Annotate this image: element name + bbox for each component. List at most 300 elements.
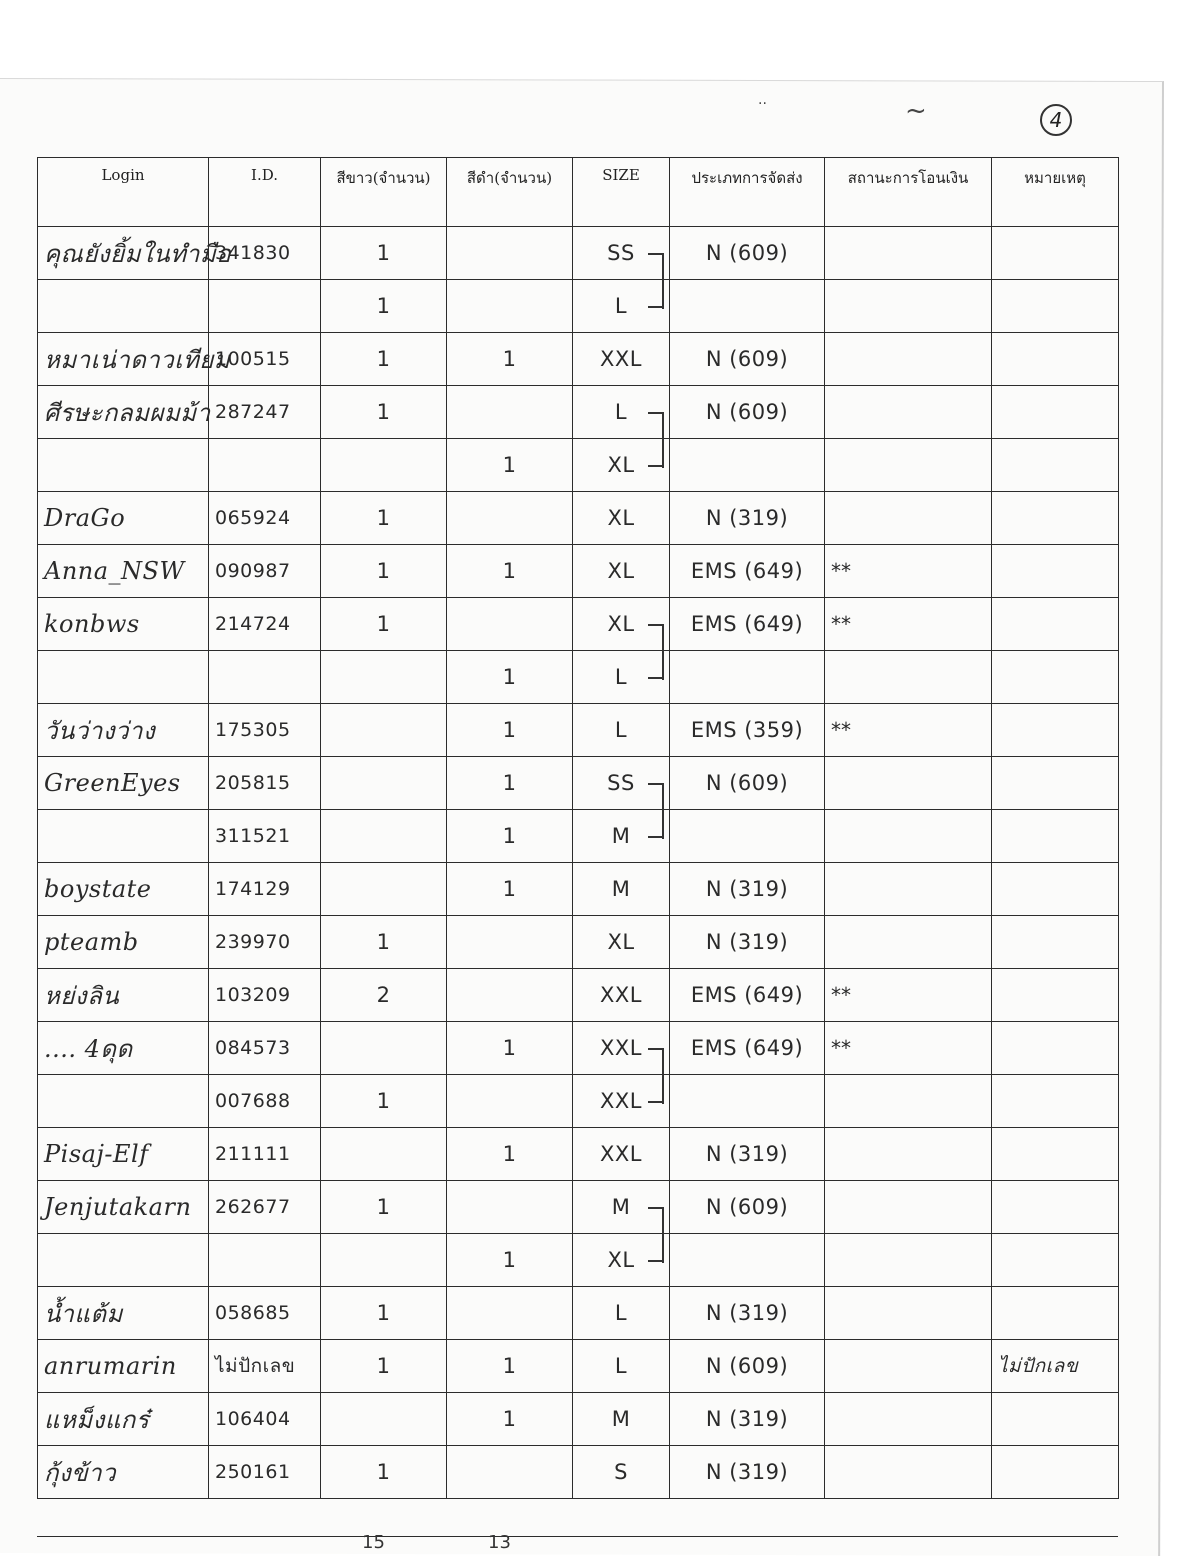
black-qty-cell-text: 1: [502, 718, 517, 742]
white-qty-cell: [321, 969, 447, 1022]
id-cell: [209, 704, 321, 757]
black-qty-cell-text: 1: [502, 877, 517, 901]
size-cell-text: XL: [607, 612, 635, 636]
table-row: [38, 1128, 1119, 1181]
shipping-cell: [670, 1393, 825, 1446]
header-login: Login: [38, 158, 209, 227]
size-cell-text: XXL: [600, 347, 642, 371]
header-note: หมายเหตุ: [992, 158, 1119, 227]
size-cell-text: XXL: [600, 1089, 642, 1113]
shipping-cell: [670, 439, 825, 492]
shipping-cell-text: N (609): [705, 400, 789, 424]
note-cell: [992, 916, 1119, 969]
white-qty-cell-text: 2: [376, 983, 391, 1007]
size-cell-text: XXL: [600, 1142, 642, 1166]
table-row: [38, 1340, 1119, 1393]
size-cell: [573, 916, 670, 969]
size-cell: [573, 1287, 670, 1340]
shipping-cell: [670, 227, 825, 280]
id-cell: [209, 1287, 321, 1340]
shipping-cell: [670, 1234, 825, 1287]
login-cell: [38, 969, 209, 1022]
note-cell: [992, 492, 1119, 545]
white-qty-cell-text: 1: [376, 241, 391, 265]
id-cell-text: 205815: [215, 772, 291, 794]
shipping-cell: [670, 704, 825, 757]
totals-row: [0, 1532, 1200, 1553]
table-row: [38, 1234, 1119, 1287]
note-cell: [992, 333, 1119, 386]
size-cell-text: L: [614, 665, 628, 689]
shipping-cell-text: N (319): [705, 1301, 789, 1325]
size-cell-text: L: [614, 1301, 628, 1325]
stray-mark-dots: ..: [758, 92, 767, 108]
payment-cell: [825, 227, 992, 280]
id-cell-text: 065924: [215, 507, 291, 529]
size-cell-text: XXL: [600, 1036, 642, 1060]
payment-cell: [825, 333, 992, 386]
black-qty-cell-text: 1: [502, 1248, 517, 1272]
payment-cell: [825, 651, 992, 704]
size-cell-text: M: [611, 877, 631, 901]
black-qty-cell: [447, 1022, 573, 1075]
payment-cell: [825, 598, 992, 651]
note-cell: [992, 757, 1119, 810]
login-cell-text: Jenjutakarn: [44, 1193, 192, 1221]
payment-cell: [825, 863, 992, 916]
shipping-cell-text: N (609): [705, 1195, 789, 1219]
note-cell: [992, 863, 1119, 916]
size-cell-text: XL: [607, 559, 635, 583]
id-cell-text: 090987: [215, 560, 291, 582]
header-black-qty: สีดำ(จำนวน): [447, 158, 573, 227]
white-qty-cell-text: 1: [376, 347, 391, 371]
id-cell-text: 175305: [215, 719, 291, 741]
header-size: SIZE: [573, 158, 670, 227]
black-qty-cell-text: 1: [502, 1142, 517, 1166]
table-row: [38, 598, 1119, 651]
black-qty-cell-text: 1: [502, 1354, 517, 1378]
table-row: [38, 651, 1119, 704]
login-cell-text: Anna_NSW: [44, 557, 185, 585]
header-payment: สถานะการโอนเงิน: [825, 158, 992, 227]
table-row: [38, 969, 1119, 1022]
login-cell: [38, 386, 209, 439]
table-row: [38, 1287, 1119, 1340]
login-cell: [38, 439, 209, 492]
note-cell: [992, 1234, 1119, 1287]
login-cell: [38, 863, 209, 916]
shipping-cell: [670, 916, 825, 969]
id-cell-text: ไม่ปักเลข: [215, 1355, 296, 1377]
payment-cell: [825, 1393, 992, 1446]
table-row: [38, 1022, 1119, 1075]
login-cell: [38, 1128, 209, 1181]
shipping-cell-text: N (319): [705, 1407, 789, 1431]
white-qty-cell: [321, 810, 447, 863]
payment-cell-text: **: [831, 718, 851, 742]
note-cell: [992, 1128, 1119, 1181]
black-qty-cell-text: 1: [502, 453, 517, 477]
note-cell: [992, 1446, 1119, 1499]
white-qty-cell-text: 1: [376, 1460, 391, 1484]
size-cell-text: L: [614, 294, 628, 318]
white-qty-cell: [321, 598, 447, 651]
shipping-cell: [670, 598, 825, 651]
payment-cell-text: **: [831, 559, 851, 583]
shipping-cell-text: EMS (649): [690, 983, 804, 1007]
table-row: [38, 439, 1119, 492]
shipping-cell-text: N (609): [705, 1354, 789, 1378]
payment-cell-text: **: [831, 612, 851, 636]
login-cell: [38, 1393, 209, 1446]
login-cell-text: DraGo: [44, 504, 126, 532]
login-cell-text: น้ำแต้ม: [44, 1299, 123, 1328]
size-cell-text: L: [614, 718, 628, 742]
black-qty-cell-text: 1: [502, 771, 517, 795]
white-qty-cell-text: 1: [376, 506, 391, 530]
table-row: [38, 386, 1119, 439]
login-cell: [38, 1446, 209, 1499]
note-cell: [992, 1075, 1119, 1128]
id-cell-text: 174129: [215, 878, 291, 900]
size-cell-text: XXL: [600, 983, 642, 1007]
white-qty-cell-text: 1: [376, 1301, 391, 1325]
black-qty-cell-text: 1: [502, 824, 517, 848]
shipping-cell: [670, 333, 825, 386]
size-cell: [573, 1393, 670, 1446]
black-qty-cell: [447, 333, 573, 386]
black-qty-cell: [447, 1075, 573, 1128]
size-cell-text: L: [614, 1354, 628, 1378]
black-qty-cell: [447, 651, 573, 704]
size-cell: [573, 1128, 670, 1181]
header-white-qty: สีขาว(จำนวน): [321, 158, 447, 227]
shipping-cell-text: N (609): [705, 241, 789, 265]
payment-cell: [825, 1287, 992, 1340]
id-cell: [209, 492, 321, 545]
white-qty-cell-text: 1: [376, 400, 391, 424]
id-cell-text: 287247: [215, 401, 291, 423]
login-cell: [38, 598, 209, 651]
size-cell-text: M: [611, 1407, 631, 1431]
white-qty-cell: [321, 704, 447, 757]
white-qty-cell: [321, 439, 447, 492]
id-cell: [209, 757, 321, 810]
size-cell-text: XL: [607, 930, 635, 954]
id-cell-text: 311521: [215, 825, 291, 847]
black-qty-cell-text: 1: [502, 1036, 517, 1060]
note-cell: [992, 1393, 1119, 1446]
size-cell: [573, 863, 670, 916]
black-qty-cell: [447, 757, 573, 810]
shipping-cell: [670, 1075, 825, 1128]
white-qty-cell: [321, 1340, 447, 1393]
id-cell: [209, 651, 321, 704]
table-row: [38, 1181, 1119, 1234]
black-qty-cell: [447, 492, 573, 545]
stray-mark-tilde: ~: [905, 96, 927, 126]
size-cell-text: XL: [607, 1248, 635, 1272]
header-shipping: ประเภทการจัดส่ง: [670, 158, 825, 227]
grouping-bracket: [648, 1048, 664, 1104]
page-number: 4: [1040, 104, 1072, 136]
payment-cell: [825, 492, 992, 545]
login-cell: [38, 1287, 209, 1340]
payment-cell: [825, 1234, 992, 1287]
black-qty-cell: [447, 386, 573, 439]
id-cell: [209, 1446, 321, 1499]
table-row: [38, 1393, 1119, 1446]
note-cell: [992, 280, 1119, 333]
note-cell: [992, 704, 1119, 757]
login-cell-text: anrumarin: [44, 1352, 177, 1380]
white-qty-cell: [321, 1128, 447, 1181]
table-row: [38, 227, 1119, 280]
shipping-cell: [670, 1128, 825, 1181]
payment-cell: [825, 1022, 992, 1075]
id-cell: [209, 333, 321, 386]
header-row: [38, 158, 1119, 227]
white-qty-cell: [321, 1022, 447, 1075]
white-qty-cell: [321, 757, 447, 810]
total-black: 13: [488, 1532, 511, 1553]
white-qty-cell: [321, 863, 447, 916]
order-table: [37, 157, 1119, 1499]
white-qty-cell-text: 1: [376, 1354, 391, 1378]
note-cell-text: ไม่ปักเลข: [998, 1355, 1079, 1377]
id-cell: [209, 1075, 321, 1128]
shipping-cell-text: N (319): [705, 1142, 789, 1166]
id-cell-text: 106404: [215, 1408, 291, 1430]
payment-cell: [825, 439, 992, 492]
shipping-cell: [670, 969, 825, 1022]
id-cell: [209, 386, 321, 439]
login-cell: [38, 1234, 209, 1287]
id-cell: [209, 227, 321, 280]
shipping-cell: [670, 1022, 825, 1075]
login-cell: [38, 1022, 209, 1075]
login-cell-text: กุ้งข้าว: [44, 1458, 117, 1487]
login-cell: [38, 704, 209, 757]
black-qty-cell: [447, 598, 573, 651]
id-cell-text: 058685: [215, 1302, 291, 1324]
payment-cell: [825, 916, 992, 969]
shipping-cell: [670, 280, 825, 333]
black-qty-cell: [447, 545, 573, 598]
table-row: [38, 333, 1119, 386]
total-white: 15: [362, 1532, 385, 1553]
id-cell: [209, 598, 321, 651]
id-cell: [209, 439, 321, 492]
white-qty-cell: [321, 1234, 447, 1287]
black-qty-cell: [447, 1446, 573, 1499]
login-cell-text: pteamb: [44, 928, 139, 956]
payment-cell: [825, 969, 992, 1022]
id-cell-text: 262677: [215, 1196, 291, 1218]
shipping-cell: [670, 492, 825, 545]
id-cell: [209, 1022, 321, 1075]
size-cell: [573, 492, 670, 545]
shipping-cell: [670, 386, 825, 439]
id-cell: [209, 1181, 321, 1234]
grouping-bracket: [648, 783, 664, 839]
size-cell-text: SS: [607, 771, 635, 795]
shipping-cell: [670, 757, 825, 810]
id-cell-text: 239970: [215, 931, 291, 953]
shipping-cell: [670, 1287, 825, 1340]
white-qty-cell-text: 1: [376, 1089, 391, 1113]
white-qty-cell-text: 1: [376, 930, 391, 954]
shipping-cell-text: EMS (359): [690, 718, 804, 742]
payment-cell-text: **: [831, 1036, 851, 1060]
size-cell-text: L: [614, 400, 628, 424]
grouping-bracket: [648, 253, 664, 309]
login-cell-text: หย่งลิน: [44, 981, 120, 1010]
white-qty-cell: [321, 1446, 447, 1499]
table-row: [38, 757, 1119, 810]
black-qty-cell: [447, 280, 573, 333]
white-qty-cell: [321, 1181, 447, 1234]
table-row: [38, 492, 1119, 545]
payment-cell: [825, 386, 992, 439]
black-qty-cell: [447, 439, 573, 492]
shipping-cell-text: EMS (649): [690, 1036, 804, 1060]
login-cell: [38, 492, 209, 545]
table-row: [38, 810, 1119, 863]
shipping-cell-text: N (609): [705, 771, 789, 795]
white-qty-cell: [321, 492, 447, 545]
white-qty-cell: [321, 1393, 447, 1446]
id-cell-text: 250161: [215, 1461, 291, 1483]
shipping-cell: [670, 1181, 825, 1234]
grouping-bracket: [648, 1207, 664, 1263]
size-cell: [573, 1446, 670, 1499]
shipping-cell-text: N (609): [705, 347, 789, 371]
size-cell-text: XL: [607, 506, 635, 530]
note-cell: [992, 1181, 1119, 1234]
black-qty-cell: [447, 1234, 573, 1287]
white-qty-cell: [321, 280, 447, 333]
id-cell: [209, 545, 321, 598]
shipping-cell: [670, 545, 825, 598]
id-cell-text: 084573: [215, 1037, 291, 1059]
black-qty-cell-text: 1: [502, 1407, 517, 1431]
black-qty-cell-text: 1: [502, 347, 517, 371]
login-cell: [38, 333, 231, 386]
id-cell-text: 100515: [215, 348, 291, 370]
white-qty-cell: [321, 1075, 447, 1128]
note-cell: [992, 439, 1119, 492]
black-qty-cell: [447, 916, 573, 969]
shipping-cell-text: EMS (649): [690, 612, 804, 636]
id-cell: [209, 280, 321, 333]
white-qty-cell-text: 1: [376, 1195, 391, 1219]
black-qty-cell: [447, 1393, 573, 1446]
login-cell-text: หมาเน่าดาวเทียม: [44, 345, 231, 374]
black-qty-cell: [447, 704, 573, 757]
payment-cell: [825, 545, 992, 598]
size-cell: [573, 333, 670, 386]
black-qty-cell: [447, 810, 573, 863]
white-qty-cell: [321, 386, 447, 439]
id-cell: [209, 969, 321, 1022]
note-cell: [992, 651, 1119, 704]
payment-cell: [825, 1128, 992, 1181]
shipping-cell-text: N (319): [705, 930, 789, 954]
white-qty-cell-text: 1: [376, 294, 391, 318]
shipping-cell-text: EMS (649): [690, 559, 804, 583]
table-row: [38, 863, 1119, 916]
white-qty-cell: [321, 1287, 447, 1340]
table-row: [38, 1446, 1119, 1499]
login-cell-text: ศีรษะกลมผมม้า: [44, 398, 211, 427]
login-cell-text: คุณยังยิ้มในทำมือ: [44, 239, 232, 268]
id-cell-text: 103209: [215, 984, 291, 1006]
note-cell: [992, 227, 1119, 280]
id-cell: [209, 1340, 321, 1393]
white-qty-cell-text: 1: [376, 559, 391, 583]
black-qty-cell: [447, 863, 573, 916]
note-cell: [992, 1022, 1119, 1075]
login-cell: [38, 1340, 209, 1393]
login-cell: [38, 757, 209, 810]
black-qty-cell: [447, 1340, 573, 1393]
size-cell-text: M: [611, 1195, 631, 1219]
header-id: I.D.: [209, 158, 321, 227]
login-cell: [38, 227, 232, 280]
size-cell: [573, 704, 670, 757]
size-cell: [573, 969, 670, 1022]
black-qty-cell-text: 1: [502, 665, 517, 689]
payment-cell: [825, 810, 992, 863]
black-qty-cell: [447, 969, 573, 1022]
login-cell-text: GreenEyes: [44, 769, 181, 797]
black-qty-cell: [447, 1287, 573, 1340]
size-cell-text: M: [611, 824, 631, 848]
black-qty-cell: [447, 1181, 573, 1234]
id-cell-text: 007688: [215, 1090, 291, 1112]
payment-cell: [825, 1446, 992, 1499]
id-cell: [209, 863, 321, 916]
login-cell: [38, 916, 209, 969]
id-cell: [209, 810, 321, 863]
login-cell: [38, 810, 209, 863]
note-cell: [992, 810, 1119, 863]
note-cell: [992, 969, 1119, 1022]
white-qty-cell: [321, 545, 447, 598]
login-cell: [38, 545, 209, 598]
login-cell-text: konbws: [44, 610, 140, 638]
shipping-cell: [670, 1340, 825, 1393]
white-qty-cell: [321, 916, 447, 969]
payment-cell: [825, 1075, 992, 1128]
note-cell: [992, 545, 1119, 598]
login-cell-text: แหม็งแกร๋: [44, 1405, 150, 1434]
note-cell: [992, 1340, 1119, 1393]
payment-cell: [825, 757, 992, 810]
size-cell-text: S: [614, 1460, 628, 1484]
login-cell: [38, 651, 209, 704]
id-cell: [209, 916, 321, 969]
table-row: [38, 704, 1119, 757]
id-cell-text: 211111: [215, 1143, 291, 1165]
grouping-bracket: [648, 412, 664, 468]
note-cell: [992, 598, 1119, 651]
payment-cell: [825, 1340, 992, 1393]
login-cell: [38, 1075, 209, 1128]
shipping-cell: [670, 863, 825, 916]
